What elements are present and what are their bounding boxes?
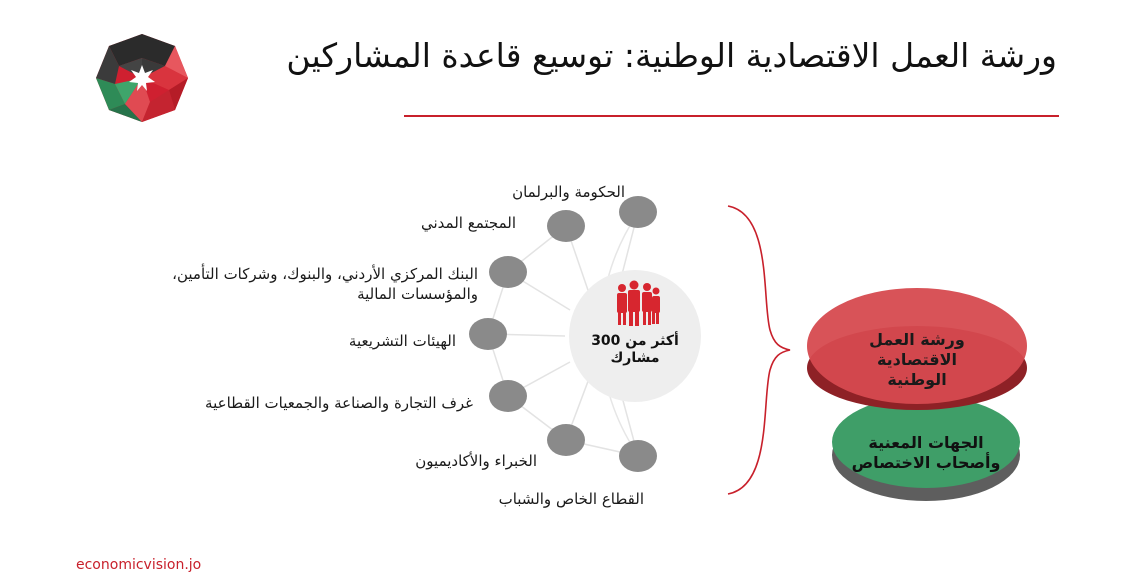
stakeholder-label-experts: الخبراء والأكاديميون bbox=[415, 452, 537, 470]
node-private-sector bbox=[619, 440, 657, 472]
node-central-bank bbox=[489, 256, 527, 288]
stakeholder-label-private-sector: القطاع الخاص والشباب bbox=[498, 490, 644, 508]
page-title: ورشة العمل الاقتصادية الوطنية: توسيع قاعدة المشاركين bbox=[286, 36, 1057, 75]
node-legislative bbox=[469, 318, 507, 350]
bottom-ellipse-line2: وأصحاب الاختصاص bbox=[851, 453, 1001, 472]
top-ellipse-label bbox=[827, 330, 1007, 390]
stakeholder-label-civil-society: المجتمع المدني bbox=[420, 214, 516, 232]
footer-site-link[interactable]: economicvision.jo bbox=[76, 557, 202, 573]
grouping-brace bbox=[728, 206, 790, 494]
bottom-ellipse-label bbox=[840, 433, 1012, 473]
stakeholder-label-central-bank-line2: والمؤسسات المالية bbox=[357, 285, 478, 303]
center-label bbox=[578, 333, 692, 367]
center-label-count: أكثر من 300 bbox=[591, 333, 679, 349]
node-civil-society bbox=[547, 210, 585, 242]
stakeholder-label-central-bank: البنك المركزي الأردني، والبنوك، وشركات التأمين، bbox=[172, 265, 478, 283]
center-label-participants: مشارك bbox=[610, 350, 660, 366]
bottom-ellipse-line1: الجهات المعنية bbox=[868, 433, 984, 452]
node-chambers bbox=[489, 380, 527, 412]
stakeholder-label-legislative: الهيئات التشريعية bbox=[348, 332, 456, 350]
stakeholder-label-government: الحكومة والبرلمان bbox=[512, 183, 625, 201]
top-ellipse-line2: الوطنية bbox=[887, 370, 947, 389]
top-ellipse-line1: ورشة العمل الاقتصادية bbox=[869, 330, 965, 369]
stakeholder-label-chambers: غرف التجارة والصناعة والجمعيات القطاعية bbox=[205, 394, 473, 412]
node-experts bbox=[547, 424, 585, 456]
